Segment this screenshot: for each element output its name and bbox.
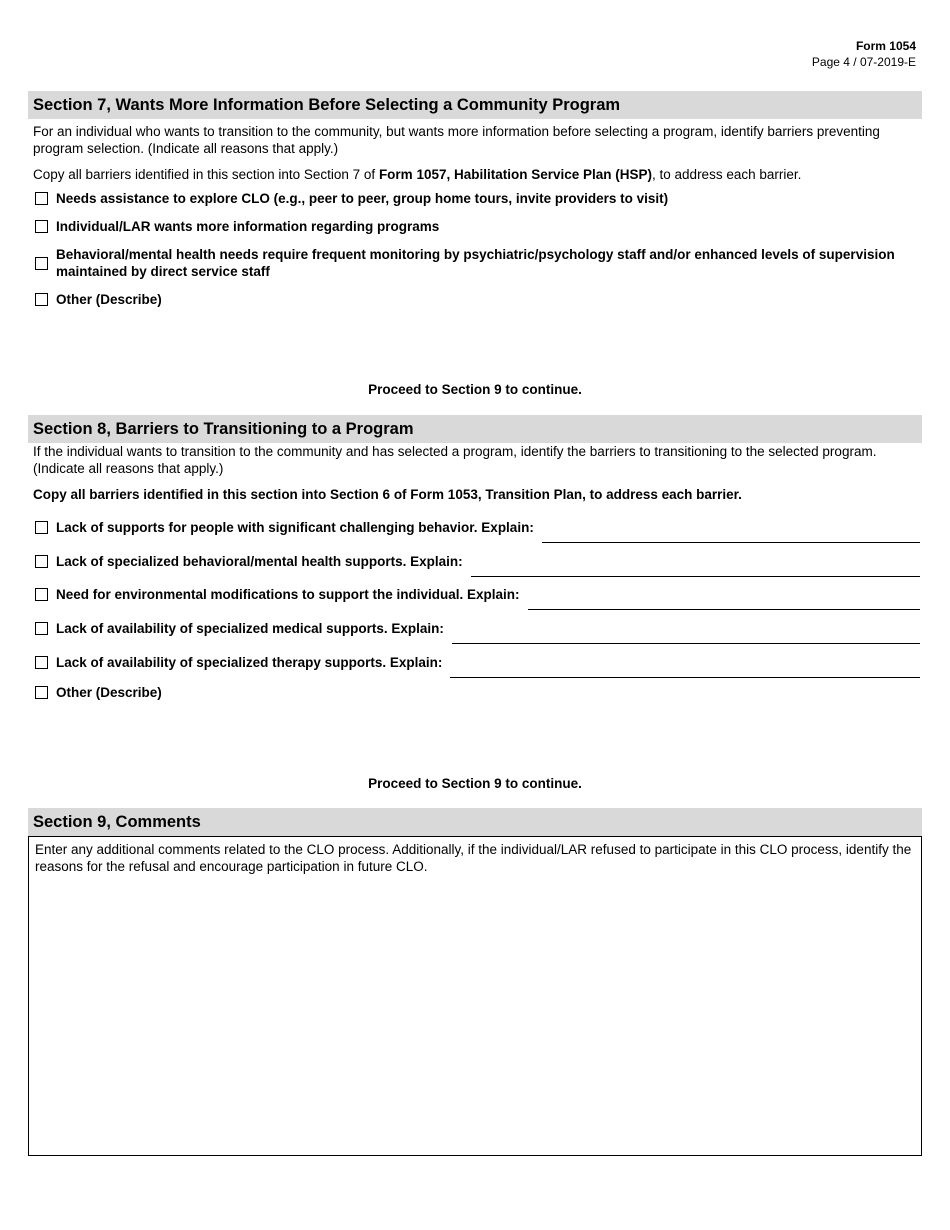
comments-instructions: Enter any additional comments related to the CLO process. Additionally, if the individual/LAR refused to participate in this CLO process, identify the reasons for the refusal and encourage participation in future CLO. <box>35 842 912 874</box>
section-8-title: Section 8, Barriers to Transitioning to a Program <box>28 415 922 443</box>
s8-option-therapy-supports <box>35 654 920 671</box>
s7-checkbox-other[interactable] <box>35 293 48 306</box>
s7-checkbox-more-info[interactable] <box>35 220 48 233</box>
s7-option-label: Individual/LAR wants more information regarding programs <box>56 219 440 234</box>
s8-option-label: Need for environmental modifications to support the individual. Explain: <box>56 587 520 602</box>
s8-checkbox-other[interactable] <box>35 686 48 699</box>
section-7-copy-note <box>33 167 918 184</box>
s8-option-challenging-behavior <box>35 519 920 536</box>
s8-option-behavioral-supports <box>35 553 920 570</box>
s8-option-environmental-mods <box>35 586 920 603</box>
s7-option-more-info <box>35 218 920 235</box>
s8-option-label: Lack of supports for people with significant challenging behavior. Explain: <box>56 520 534 535</box>
s8-option-other <box>35 684 920 701</box>
section-8-intro: If the individual wants to transition to the community and has selected a program, identify the barriers to transitioning to the selected program. (Indicate all reasons that apply.) <box>33 444 877 476</box>
form-header <box>812 38 916 70</box>
s7-option-label: Behavioral/mental health needs require frequent monitoring by psychiatric/psychology staff and/or enhanced levels of supervision maintained by direct service staff <box>56 247 895 279</box>
s8-option-label: Other (Describe) <box>56 685 162 700</box>
copy-note-post: , to address each barrier. <box>652 167 802 182</box>
form-number: Form 1054 <box>855 39 916 53</box>
s8-option-label: Lack of specialized behavioral/mental health supports. Explain: <box>56 554 463 569</box>
s8-explain-line-challenging-behavior[interactable] <box>542 542 920 543</box>
section-8-proceed-note: Proceed to Section 9 to continue. <box>368 776 582 791</box>
s8-checkbox-environmental-mods[interactable] <box>35 588 48 601</box>
section-7-title: Section 7, Wants More Information Before Selecting a Community Program <box>28 91 922 119</box>
s8-checkbox-therapy-supports[interactable] <box>35 656 48 669</box>
s8-checkbox-medical-supports[interactable] <box>35 622 48 635</box>
copy-note-form: Form 1057, Habilitation Service Plan (HSP) <box>378 167 653 182</box>
s8-explain-line-behavioral-supports[interactable] <box>471 576 920 577</box>
s7-option-other <box>35 291 920 308</box>
section-9-title: Section 9, Comments <box>28 808 922 836</box>
s8-explain-line-environmental-mods[interactable] <box>528 609 920 610</box>
s7-option-label: Needs assistance to explore CLO (e.g., peer to peer, group home tours, invite providers to visit) <box>56 191 669 206</box>
s8-option-label: Lack of availability of specialized therapy supports. Explain: <box>56 655 443 670</box>
s7-checkbox-explore-clo[interactable] <box>35 192 48 205</box>
s8-explain-line-therapy-supports[interactable] <box>450 677 920 678</box>
page-info: Page 4 / 07-2019-E <box>811 55 916 69</box>
s8-option-label: Lack of availability of specialized medical supports. Explain: <box>56 621 444 636</box>
s8-option-medical-supports <box>35 620 920 637</box>
section-7-proceed-note: Proceed to Section 9 to continue. <box>368 382 582 397</box>
s8-checkbox-behavioral-supports[interactable] <box>35 555 48 568</box>
section-7-intro: For an individual who wants to transition to the community, but wants more information before selecting a program, identify barriers preventing program selection. (Indicate all reasons that apply.) <box>33 124 880 156</box>
s7-option-behavioral-needs <box>35 246 920 280</box>
copy-note-pre: Copy all barriers identified in this section into Section 7 of <box>33 167 379 182</box>
comments-textarea[interactable] <box>28 836 922 1156</box>
s8-checkbox-challenging-behavior[interactable] <box>35 521 48 534</box>
s7-option-explore-clo <box>35 190 920 207</box>
s7-checkbox-behavioral-needs[interactable] <box>35 257 48 270</box>
s7-option-label: Other (Describe) <box>56 292 162 307</box>
section-8-copy-note: Copy all barriers identified in this section into Section 6 of Form 1053, Transition Plan, to address each barrier. <box>33 487 742 502</box>
s8-explain-line-medical-supports[interactable] <box>452 643 920 644</box>
